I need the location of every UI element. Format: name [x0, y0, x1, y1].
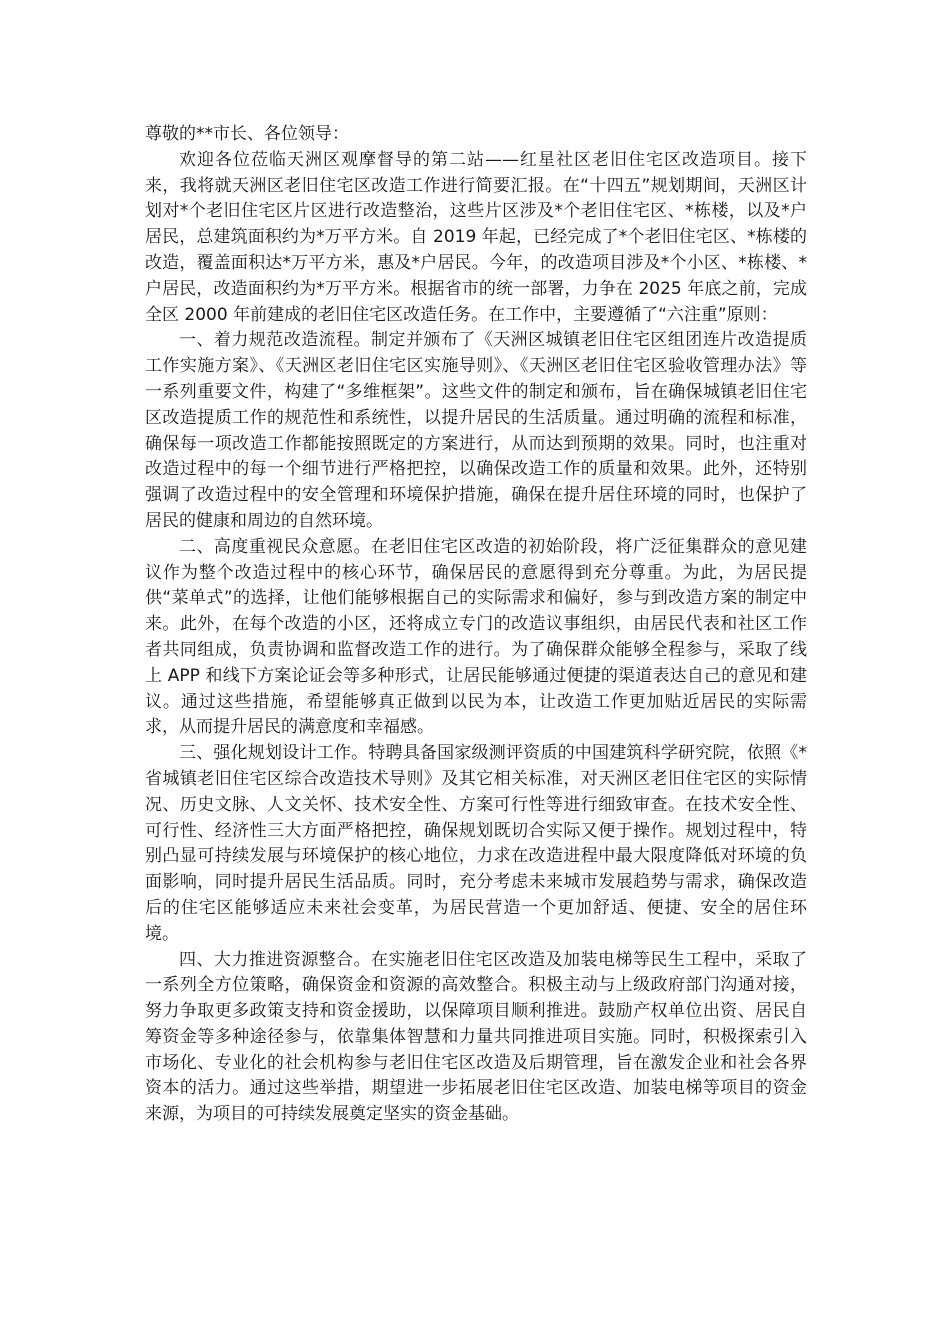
document-page	[145, 122, 807, 1128]
paragraph-process: 一、着力规范改造流程。制定并颁布了《天洲区城镇老旧住宅区组团连片改造提质工作实施方案》、《天洲区老旧住宅区实施导则》、《天洲区老旧住宅区验收管理办法》等一系列重要文件，构建了“多维框架”。这些文件的制定和颁布，旨在确保城镇老旧住宅区改造提质工作的规范性和系统性，以提升居民的生活质量。通过明确的流程和标准，确保每一项改造工作都能按照既定的方案进行，从而达到预期的效果。同时，也注重对改造过程中的每一个细节进行严格把控，以确保改造工作的质量和效果。此外，还特别强调了改造过程中的安全管理和环境保护措施，确保在提升居住环境的同时，也保护了居民的健康和周边的自然环境。	[145, 330, 807, 531]
paragraph-resources: 四、大力推进资源整合。在实施老旧住宅区改造及加装电梯等民生工程中，采取了一系列全方位策略，确保资金和资源的高效整合。积极主动与上级政府部门沟通对接，努力争取更多政策支持和资金援助，以保障项目顺利推进。鼓励产权单位出资、居民自筹资金等多种途径参与，依靠集体智慧和力量共同推进项目实施。同时，积极探索引入市场化、专业化的社会机构参与老旧住宅区改造及后期管理，旨在激发企业和社会各界资本的活力。通过这些举措，期望进一步拓展老旧住宅区改造、加装电梯等项目的资金来源，为项目的可持续发展奠定坚实的资金基础。	[145, 949, 807, 1125]
paragraph-public-opinion: 二、高度重视民众意愿。在老旧住宅区改造的初始阶段，将广泛征集群众的意见建议作为整个改造过程中的核心环节，确保居民的意愿得到充分尊重。为此，为居民提供“菜单式”的选择，让他们能够根据自己的实际需求和偏好，参与到改造方案的制定中来。此外，在每个改造的小区，还将成立专门的改造议事组织，由居民代表和社区工作者共同组成，负责协调和监督改造工作的进行。为了确保群众能够全程参与，采取了线上 APP 和线下方案论证会等多种形式，让居民能够通过便捷的渠道表达自己的意见和建议。通过这些措施，希望能够真正做到以民为本，让改造工作更加贴近居民的实际需求，从而提升居民的满意度和幸福感。	[145, 536, 807, 738]
paragraph-planning: 三、强化规划设计工作。特聘具备国家级测评资质的中国建筑科学研究院，依照《*省城镇老旧住宅区综合改造技术导则》及其它相关标准，对天洲区老旧住宅区的实际情况、历史文脉、人文关怀、技术安全性、方案可行性等进行细致审查。在技术安全性、可行性、经济性三大方面严格把控，确保规划既切合实际又便于操作。规划过程中，特别凸显可持续发展与环境保护的核心地位，力求在改造进程中最大限度降低对环境的负面影响，同时提升居民生活品质。同时，充分考虑未来城市发展趋势与需求，确保改造后的住宅区能够适应未来社会变革，为居民营造一个更加舒适、便捷、安全的居住环境。	[145, 743, 807, 944]
intro-paragraph: 欢迎各位莅临天洲区观摩督导的第二站——红星社区老旧住宅区改造项目。接下来，我将就天洲区老旧住宅区改造工作进行简要汇报。在“十四五”规划期间，天洲区计划对*个老旧住宅区片区进行改造整治，这些片区涉及*个老旧住宅区、*栋楼，以及*户居民，总建筑面积约为*万平方米。自 2019 年起，已经完成了*个老旧住宅区、*栋楼的改造，覆盖面积达*万平方米，惠及*户居民。今年，的改造项目涉及*个小区、*栋楼、*户居民，改造面积约为*万平方米。根据省市的统一部署，力争在 2025 年底之前，完成全区 2000 年前建成的老旧住宅区改造任务。在工作中，主要遵循了“六注重”原则：	[145, 149, 807, 325]
greeting-line: 尊敬的**市长、各位领导：	[145, 124, 349, 144]
